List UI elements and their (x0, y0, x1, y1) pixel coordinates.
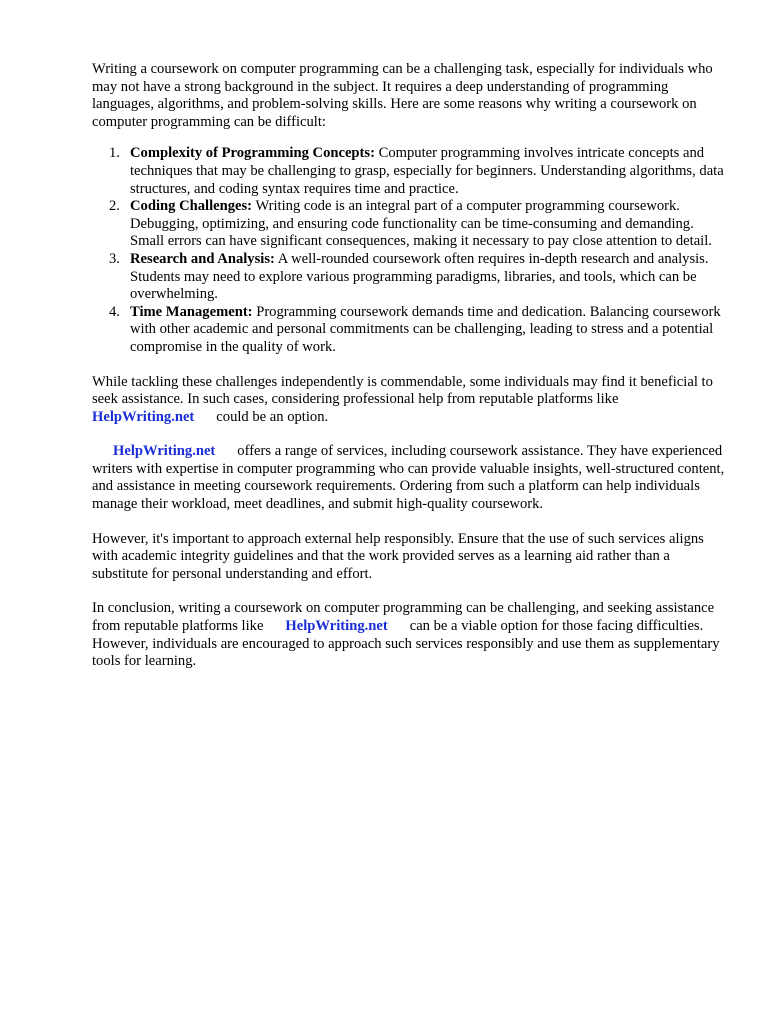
helpwriting-link[interactable]: HelpWriting.net (92, 408, 195, 425)
services-text: offers a range of services, including coursework assistance. They have experienced writers with expertise in computer programming who can provide valuable insights, well-structured content, and assistance in meeting coursework requirements. Ordering from such a platform can help individuals manage their workload, meet deadlines, and submit high-quality coursework. (92, 443, 725, 513)
list-item-number: 1. (109, 145, 120, 162)
list-item-text: A well-rounded coursework often requires in-depth research and analysis. Students may need to explore various programming paradigms, libraries, and tools, which can be overwhelming. (130, 250, 709, 303)
assistance-text-before: While tackling these challenges independently is commendable, some individuals may find it beneficial to seek assistance. In such cases, considering professional help from reputable platforms like (92, 373, 713, 408)
assistance-paragraph (92, 374, 728, 427)
list-item-title: Coding Challenges: (130, 198, 253, 215)
conclusion-text-before: In conclusion, writing a coursework on computer programming can be challenging, and seeking assistance from reputable platforms like (92, 600, 715, 635)
list-item-number: 4. (109, 303, 120, 320)
list-item-title: Research and Analysis: (130, 250, 275, 267)
assistance-text-after: could be an option. (216, 408, 329, 425)
list-item-text: Writing code is an integral part of a computer programming coursework. Debugging, optimizing, and ensuring code functionality can be time-consuming and demanding. Small errors can have significant consequences, making it necessary to pay close attention to detail. (130, 198, 712, 250)
intro-paragraph: Writing a coursework on computer programming can be a challenging task, especially for individuals who may not have a strong background in the subject. It requires a deep understanding of programming languages, algorithms, and problem-solving skills. Here are some reasons why writing a coursework on computer programming can be difficult: (92, 61, 713, 130)
list-item (92, 251, 728, 304)
conclusion-text-after: can be a viable option for those facing difficulties. However, individuals are encouraged to approach such services responsibly and use them as supplementary tools for learning. (92, 618, 720, 670)
list-item-number: 2. (109, 198, 120, 215)
list-item-title: Complexity of Programming Concepts: (130, 145, 375, 162)
list-item-text: Computer programming involves intricate concepts and techniques that may be challenging to grasp, especially for beginners. Understanding algorithms, data structures, and coding syntax requires time and practice. (130, 145, 724, 197)
list-item-number: 3. (109, 250, 120, 267)
list-item (92, 145, 728, 198)
helpwriting-link[interactable]: HelpWriting.net (285, 618, 388, 635)
list-item (92, 304, 728, 357)
responsibility-paragraph: However, it's important to approach external help responsibly. Ensure that the use of such services aligns with academic integrity guidelines and that the work provided serves as a learning aid rather than a substitute for personal understanding and effort. (92, 530, 704, 582)
conclusion-paragraph (92, 600, 728, 670)
list-item-text: Programming coursework demands time and dedication. Balancing coursework with other academic and personal commitments can be challenging, leading to stress and a potential compromise in the quality of work. (130, 303, 721, 355)
reasons-list (92, 145, 728, 356)
list-item (92, 198, 728, 251)
list-item-title: Time Management: (130, 303, 253, 320)
services-paragraph (92, 443, 728, 513)
helpwriting-link[interactable]: HelpWriting.net (113, 443, 216, 460)
